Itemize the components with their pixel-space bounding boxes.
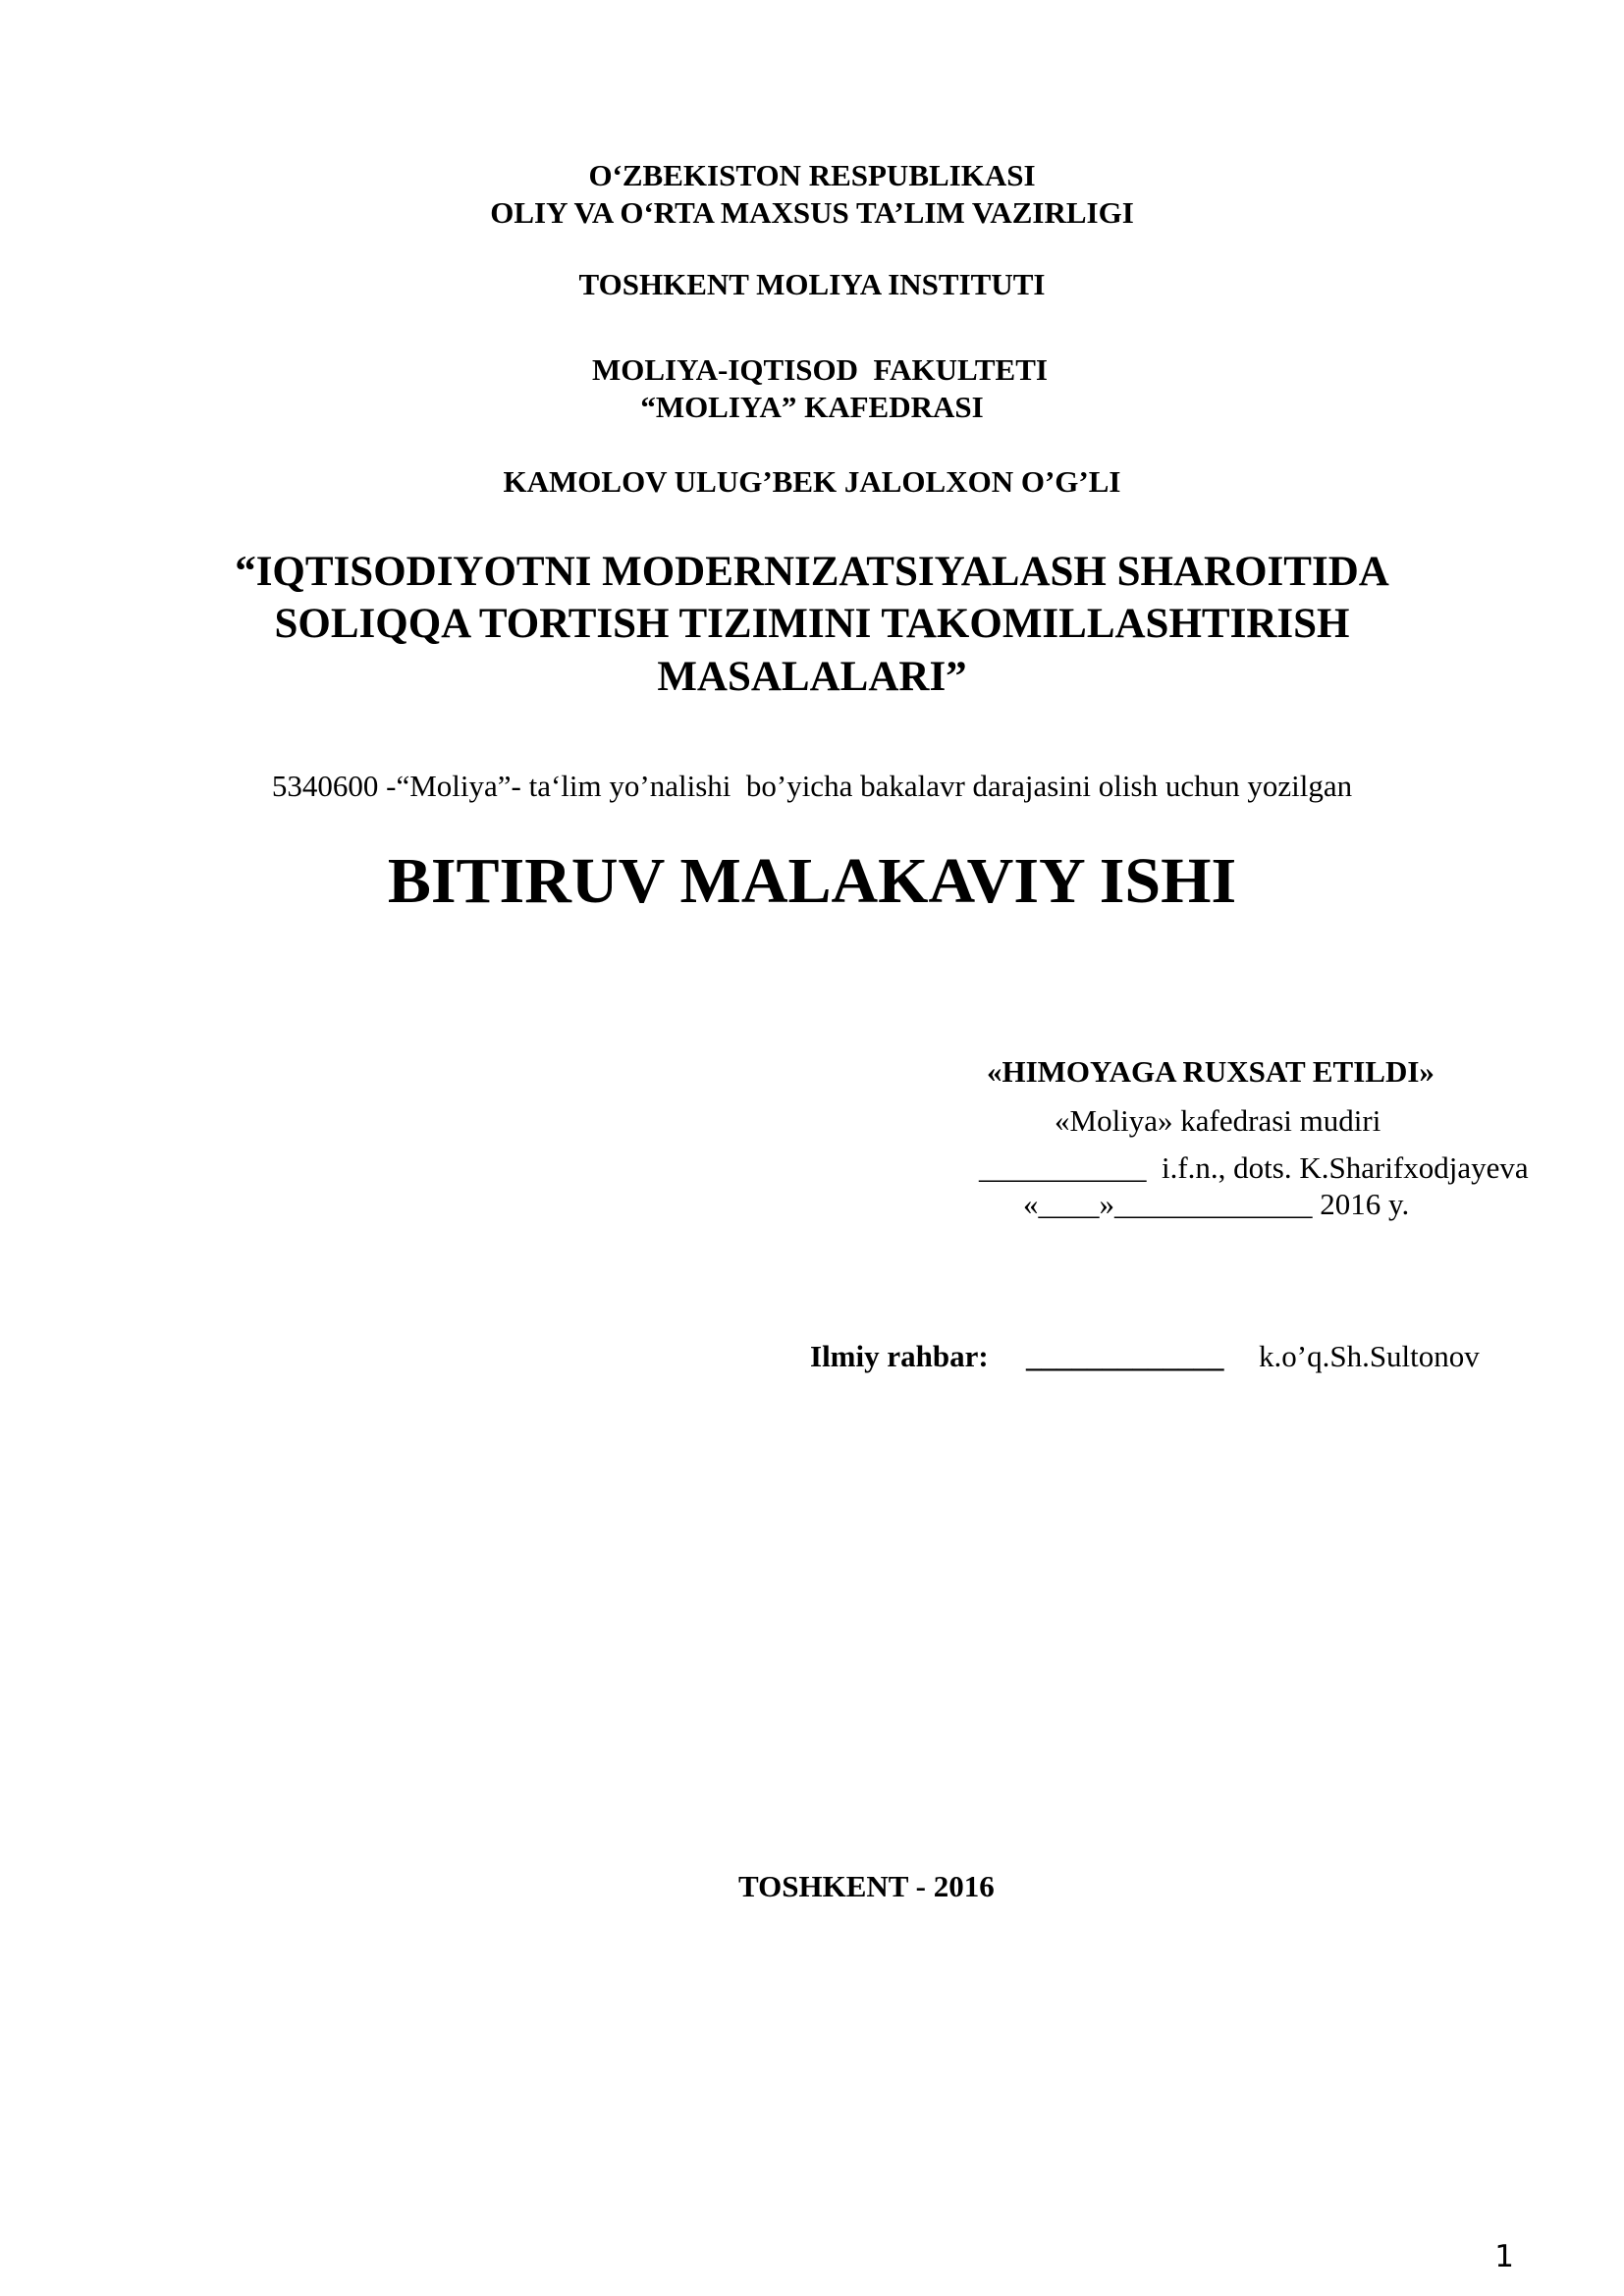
thesis-title-line-3: MASALALARI” bbox=[657, 654, 967, 700]
footer-city-year: TOSHKENT - 2016 bbox=[738, 1869, 995, 1903]
degree-note: 5340600 -“Moliya”- ta‘lim yo’nalishi bo’yicha bakalavr darajasini olish uchun yozilgan bbox=[271, 769, 1353, 803]
header-department: “MOLIYA” KAFEDRASI bbox=[640, 390, 984, 424]
author-name: KAMOLOV ULUG’BEK JALOLXON O’G’LI bbox=[503, 464, 1121, 499]
supervisor-signature-blank: _____________ bbox=[1026, 1339, 1224, 1373]
approval-date-line: «____»_____________ 2016 y. bbox=[1023, 1187, 1410, 1221]
thesis-title-line-1: “IQTISODIYOTNI MODERNIZATSIYALASH SHAROITIDA bbox=[235, 549, 1389, 595]
header-republic: O‘ZBEKISTON RESPUBLIKASI bbox=[588, 158, 1036, 192]
approval-position: «Moliya» kafedrasi mudiri bbox=[1055, 1103, 1381, 1138]
approval-heading: «HIMOYAGA RUXSAT ETILDI» bbox=[987, 1054, 1435, 1089]
supervisor-name: k.o’q.Sh.Sultonov bbox=[1259, 1339, 1480, 1373]
header-faculty: MOLIYA-IQTISOD FAKULTETI bbox=[592, 352, 1048, 387]
page-number: 1 bbox=[1494, 2239, 1514, 2274]
supervisor-label: Ilmiy rahbar: bbox=[810, 1339, 989, 1373]
header-institute: TOSHKENT MOLIYA INSTITUTI bbox=[578, 267, 1046, 301]
approval-signature-line: ___________ i.f.n., dots. K.Sharifxodjayeva bbox=[979, 1150, 1529, 1185]
work-type-title: BITIRUV MALAKAVIY ISHI bbox=[387, 845, 1237, 917]
thesis-title-line-2: SOLIQQA TORTISH TIZIMINI TAKOMILLASHTIRISH bbox=[274, 601, 1350, 647]
header-ministry: OLIY VA O‘RTA MAXSUS TA’LIM VAZIRLIGI bbox=[490, 195, 1134, 230]
